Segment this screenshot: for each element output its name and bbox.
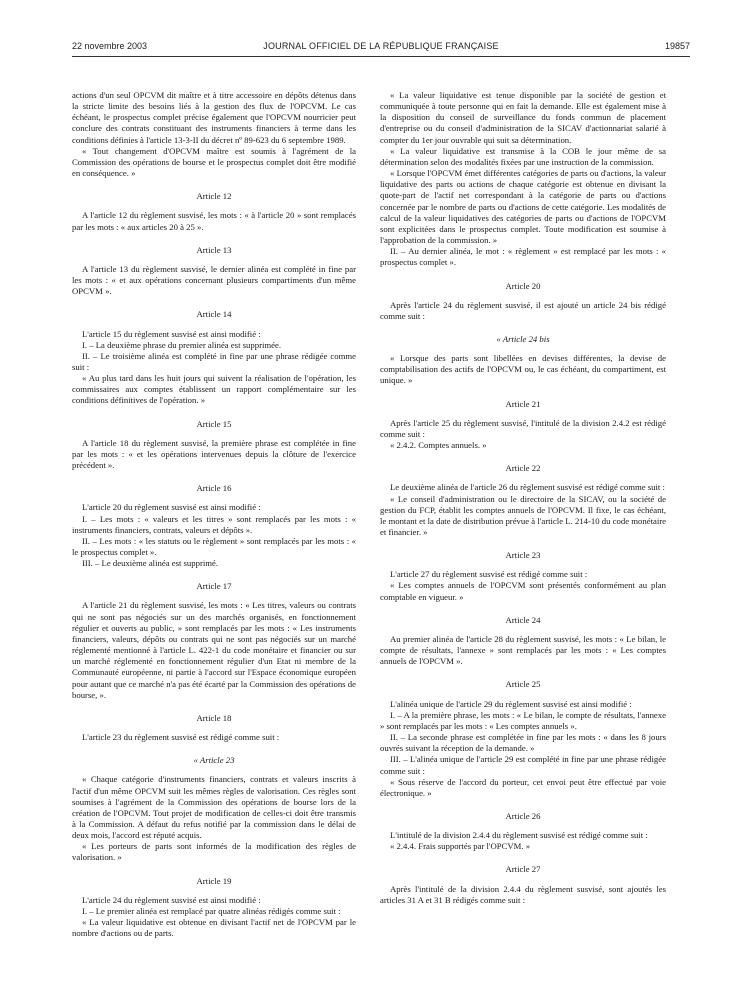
quoted-article-heading: « Article 23 [193, 755, 235, 766]
paragraph: « Les comptes annuels de l'OPCVM sont présentés conformément au plan comptable en vigueur. » [380, 580, 666, 602]
paragraph: L'alinéa unique de l'article 29 du règlement susvisé est ainsi modifié : [390, 698, 632, 709]
article-heading: Article 21 [505, 398, 541, 409]
paragraph: I. – La deuxième phrase du premier alinéa est supprimée. [82, 339, 282, 350]
header-rule [72, 56, 690, 57]
paragraph: II. – Au dernier alinéa, le mot : « règlement » est remplacé par les mots : « prospectus complet ». [380, 246, 666, 268]
paragraph: « Tout changement d'OPCVM maître est soumis à l'agrément de la Commission des opérations de bourse et le prospectus complet doit être modifié en conséquence. » [72, 145, 356, 179]
article-heading: Article 18 [196, 712, 232, 723]
article-heading: Article 25 [505, 679, 541, 690]
article-heading: Article 26 [505, 810, 541, 821]
quoted-article-heading: « Article 24 bis [496, 333, 550, 344]
paragraph: « Lorsque des parts sont libellées en devises différentes, la devise de comptabilisation des actifs de l'OPCVM ou, le cas échéant, du compartiment, est unique. » [380, 353, 666, 386]
paragraph: A l'article 12 du règlement susvisé, les mots : « à l'article 20 » sont remplacés par les mots : « aux articles 20 à 25 ». [72, 210, 356, 232]
paragraph: « Le conseil d'administration ou le directoire de la SICAV, ou la société de gestion du FCP, établit les comptes annuels de l'OPCVM. Il fixe, le cas échéant, le montant et la date de distribution prévue à l'article L. 214-10 du code monétaire et financier. » [380, 493, 666, 537]
paragraph: I. – Le premier alinéa est remplacé par quatre alinéas rédigés comme suit : [82, 905, 341, 916]
paragraph: « Lorsque l'OPCVM émet différentes catégories de parts ou d'actions, la valeur liquidative des parts ou actions de chaque catégorie est obtenue en divisant la quote-part de l'actif net correspondant à la catégorie de parts ou d'actions concernée par le nombre de parts ou d'actions de cette catégorie. Les modalités de calcul de la valeur liquidatives des catégories de parts ou d'actions de l'OPCVM sont explicitées dans le prospectus complet. Toute modification est soumise à l'approbation de la commission. » [380, 168, 666, 246]
article-heading: Article 15 [196, 418, 232, 429]
paragraph: « Chaque catégorie d'instruments financiers, contrats et valeurs inscrits à l'actif d'un même OPCVM suit les mêmes règles de valorisation. Ces règles sont soumises à l'agrément de la Commission des opérations de bourse lors de la création de l'OPCVM. Tout projet de modification de celles-ci doit être transmis à la Commission. A défaut du refus notifié par la commission dans le délai de deux mois, l'accord est réputé acquis. [72, 774, 356, 841]
paragraph: L'article 27 du règlement susvisé est rédigé comme suit : [390, 569, 588, 580]
paragraph: II. – Le troisième alinéa est complété in fine par une phrase rédigée comme suit : [72, 350, 356, 372]
article-heading: Article 12 [196, 191, 232, 202]
article-heading: Article 20 [505, 280, 541, 291]
paragraph: « La valeur liquidative est tenue disponible par la société de gestion et communiquée à toute personne qui en fait la demande. Elle est également mise à la disposition du conseil de surveillance du fonds commun de placement d'entreprise ou du conseil d'administration de la SICAV d'actionnariat salarié à compter du 1er jour ouvrable qui suit sa détermination. [380, 90, 666, 145]
publication-date: 22 novembre 2003 [72, 41, 148, 51]
paragraph: « 2.4.2. Comptes annuels. » [390, 440, 487, 451]
paragraph: Le deuxième alinéa de l'article 26 du règlement susvisé est rédigé comme suit : [390, 482, 665, 493]
article-heading: Article 27 [505, 864, 541, 875]
left-column [72, 90, 356, 939]
page-header [72, 41, 690, 55]
paragraph: L'article 24 du règlement susvisé est ainsi modifié : [82, 894, 261, 905]
paragraph: L'article 15 du règlement susvisé est ainsi modifié : [82, 328, 261, 339]
paragraph: L'article 23 du règlement susvisé est rédigé comme suit : [82, 732, 280, 743]
paragraph: actions d'un seul OPCVM dit maître et à titre accessoire en dépôts détenus dans la stricte limite des besoins liés à la gestion des flux de l'OPCVM. Le cas échéant, le prospectus complet précise également que l'OPCVM nourricier peut conclure des contrats constituant des instruments financiers à terme dans les conditions définies à l'article 13-3-II du décret nº 89-623 du 6 septembre 1989. [72, 90, 356, 145]
article-heading: Article 23 [505, 550, 541, 561]
paragraph: II. – Les mots : « les statuts ou le règlement » sont remplacés par les mots : « le prospectus complet ». [72, 535, 356, 557]
article-heading: Article 22 [505, 463, 541, 474]
paragraph: A l'article 18 du règlement susvisé, la première phrase est complétée in fine par les mots : « et les opérations intervenues depuis la clôture de l'exercice précédent ». [72, 437, 356, 471]
article-heading: Article 19 [196, 875, 232, 886]
paragraph: I. – Les mots : « valeurs et les titres » sont remplacés par les mots : « instruments financiers, contrats, valeurs et dépôts ». [72, 513, 356, 535]
paragraph: Au premier alinéa de l'article 28 du règlement susvisé, les mots : « Le bilan, le compte de résultats, l'annexe » sont remplacés par les mots : « Les comptes annuels de l'OPCVM ». [380, 633, 666, 667]
journal-title: JOURNAL OFFICIEL DE LA RÉPUBLIQUE FRANÇAISE [263, 41, 499, 51]
article-heading: Article 17 [196, 581, 232, 592]
paragraph: III. – L'alinéa unique de l'article 29 est complété in fine par une phrase rédigée comme suit : [380, 754, 666, 776]
paragraph: « Les porteurs de parts sont informés de la modification des règles de valorisation. » [72, 841, 356, 863]
paragraph: « La valeur liquidative est obtenue en divisant l'actif net de l'OPCVM par le nombre d'actions ou de parts. [72, 917, 356, 939]
paragraph: II. – La seconde phrase est complétée in fine par les mots : « dans les 8 jours ouvrés suivant la réception de la demande. » [380, 732, 666, 754]
article-heading: Article 14 [196, 309, 232, 320]
paragraph: A l'article 13 du règlement susvisé, le dernier alinéa est complété in fine par les mots : « et aux opérations concernant plusieurs compartiments d'un même OPCVM ». [72, 263, 356, 297]
right-column [380, 90, 666, 906]
paragraph: III. – Le deuxième alinéa est supprimé. [82, 558, 219, 569]
paragraph: « Sous réserve de l'accord du porteur, cet envoi peut être effectué par voie électronique. » [380, 776, 666, 798]
paragraph: Après l'intitulé de la division 2.4.4 du règlement susvisé, sont ajoutés les articles 31 A et 31 B rédigés comme suit : [380, 883, 666, 905]
paragraph: A l'article 21 du règlement susvisé, les mots : « Les titres, valeurs ou contrats qui ne sont pas négociés sur un des marchés organisés, en fonctionnement régulier et ouverts au public, » sont remplacés par les mots : « Les instruments financiers, valeurs, dépôts ou contrats qui ne sont pas négociés sur un marché réglementé mentionné à l'article L. 422-1 du code monétaire et financier ou sur un marché réglementé en fonctionnement régulier d'un Etat ni membre de la Communauté européenne, ni partie à l'accord sur l'Espace économique européen pour autant que ce marché n'a pas été écarté par la Commission des opérations de bourse, ». [72, 600, 356, 700]
article-heading: Article 13 [196, 244, 232, 255]
page-number: 19857 [664, 41, 690, 51]
paragraph: Après l'article 24 du règlement susvisé, il est ajouté un article 24 bis rédigé comme suit : [380, 299, 666, 321]
article-heading: Article 24 [505, 614, 541, 625]
paragraph: « 2.4.4. Frais supportés par l'OPCVM. » [390, 841, 531, 852]
paragraph: Après l'article 25 du règlement susvisé, l'intitulé de la division 2.4.2 est rédigé comme suit : [380, 417, 666, 439]
article-heading: Article 16 [196, 483, 232, 494]
paragraph: « Au plus tard dans les huit jours qui suivent la réalisation de l'opération, les commissaires aux comptes établissent un rapport complémentaire sur les conditions définitives de l'opération. » [72, 373, 356, 406]
paragraph: L'article 20 du règlement susvisé est ainsi modifié : [82, 502, 261, 513]
paragraph: L'intitulé de la division 2.4.4 du règlement susvisé est rédigé comme suit : [390, 830, 648, 841]
paragraph: « La valeur liquidative est transmise à la COB le jour même de sa détermination selon des modalités fixées par une instruction de la commission. [380, 145, 666, 167]
paragraph: I. – A la première phrase, les mots : « Le bilan, le compte de résultats, l'annexe » sont remplacés par les mots : « Les comptes annuels ». [380, 709, 666, 731]
